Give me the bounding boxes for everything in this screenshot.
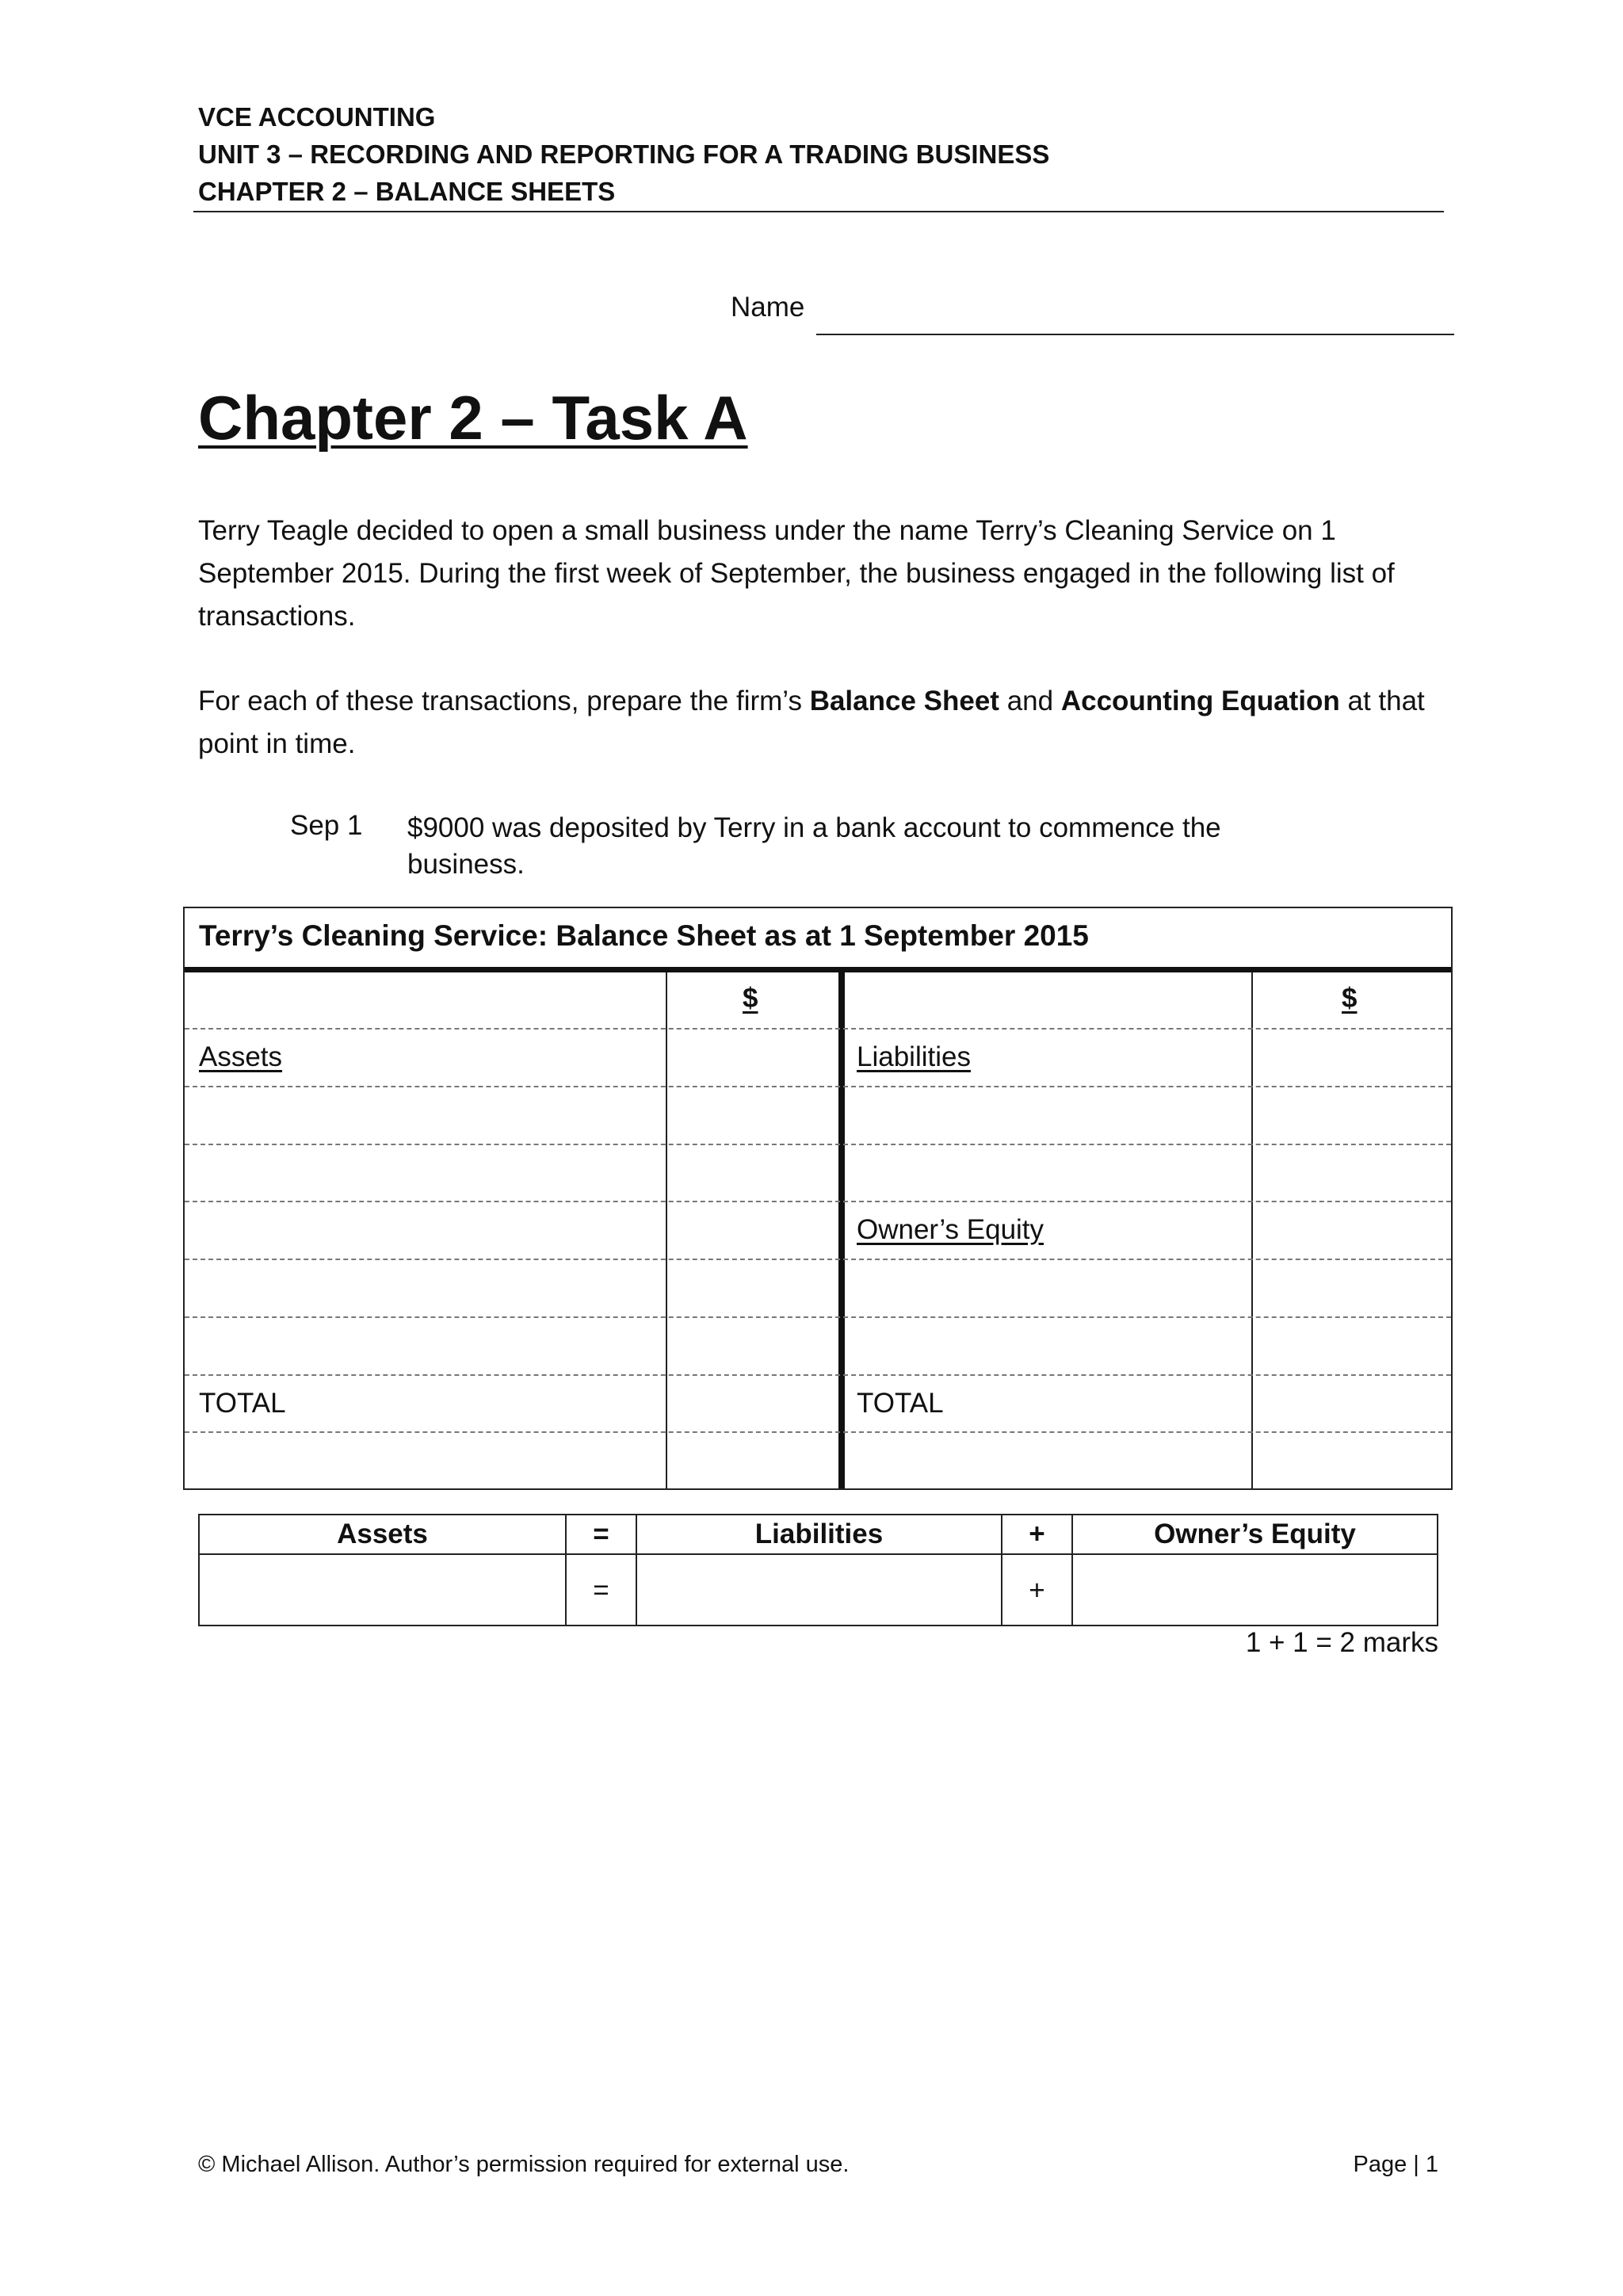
center-divider xyxy=(838,972,845,1488)
row-line xyxy=(185,1144,1451,1145)
row-line xyxy=(185,1201,1451,1202)
balance-sheet-title: Terry’s Cleaning Service: Balance Sheet as at 1 September 2015 xyxy=(199,919,1089,952)
row-line xyxy=(185,1028,1451,1030)
equation-owners-equity-header: Owner’s Equity xyxy=(1154,1519,1356,1549)
balance-sheet-table xyxy=(183,907,1453,1490)
equation-equals-header: = xyxy=(593,1519,609,1549)
name-field-line[interactable] xyxy=(816,334,1454,335)
header-divider xyxy=(193,211,1444,212)
instruction-bold-accounting-equation: Accounting Equation xyxy=(1060,686,1340,716)
header-chapter: CHAPTER 2 – BALANCE SHEETS xyxy=(198,177,616,206)
liabilities-heading: Liabilities xyxy=(857,1041,971,1072)
accounting-equation-table xyxy=(198,1514,1438,1626)
transaction-text: $9000 was deposited by Terry in a bank account to commence the business. xyxy=(407,812,1221,880)
balance-sheet-header-rule xyxy=(185,967,1451,972)
instruction-text-3: at that point in time. xyxy=(198,686,1425,759)
instruction-paragraph xyxy=(198,680,1450,766)
instruction-text-1: For each of these transactions, prepare the firm’s xyxy=(198,686,810,716)
page-title: Chapter 2 – Task A xyxy=(198,383,748,453)
footer-copyright: © Michael Allison. Author’s permission required for external use. xyxy=(198,2152,850,2177)
row-line xyxy=(185,1086,1451,1087)
transaction-date: Sep 1 xyxy=(290,810,363,841)
marks-allocation: 1 + 1 = 2 marks xyxy=(1245,1627,1438,1658)
total-assets-label: TOTAL xyxy=(199,1388,286,1419)
equation-liabilities-header: Liabilities xyxy=(754,1519,884,1549)
row-line xyxy=(185,1316,1451,1318)
assets-heading: Assets xyxy=(199,1041,283,1072)
equation-row-plus: + xyxy=(1029,1575,1045,1606)
header-unit: UNIT 3 – RECORDING AND REPORTING FOR A TRADING BUSINESS xyxy=(198,139,1050,169)
instruction-bold-balance-sheet: Balance Sheet xyxy=(809,686,999,716)
left-amount-divider xyxy=(666,972,667,1488)
equation-plus-header: + xyxy=(1029,1519,1045,1549)
owners-equity-heading: Owner’s Equity xyxy=(857,1214,1044,1245)
equation-assets-header: Assets xyxy=(337,1519,428,1549)
currency-header-right: $ xyxy=(1342,983,1358,1014)
row-line xyxy=(185,1431,1451,1433)
equation-row-equals: = xyxy=(593,1575,609,1606)
row-line xyxy=(185,1374,1451,1376)
name-label: Name xyxy=(731,292,805,323)
footer-page-number: Page | 1 xyxy=(1353,2152,1438,2177)
document-header xyxy=(198,98,1442,210)
intro-paragraph: Terry Teagle decided to open a small business under the name Terry’s Cleaning Service on 1 September 2015. During the first week of September, the business engaged in the following list of transactions. xyxy=(198,515,1395,632)
instruction-text-2: and xyxy=(999,686,1061,716)
row-line xyxy=(185,1259,1451,1260)
total-liabilities-equity-label: TOTAL xyxy=(857,1388,944,1419)
right-amount-divider xyxy=(1251,972,1253,1488)
equation-header-rule xyxy=(200,1553,1437,1555)
currency-header-left: $ xyxy=(743,983,758,1014)
header-subject: VCE ACCOUNTING xyxy=(198,102,436,132)
